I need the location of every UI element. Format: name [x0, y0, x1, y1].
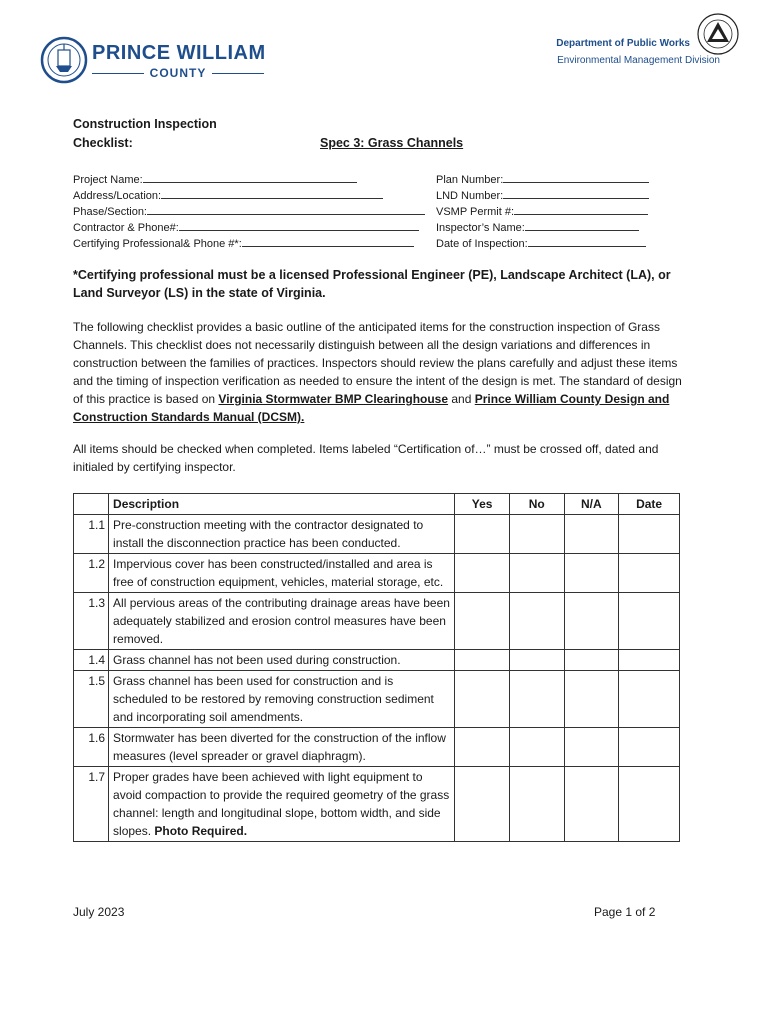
no-cell[interactable] — [509, 767, 564, 842]
contractor-phone-field[interactable]: Contractor & Phone#: — [73, 220, 419, 234]
no-cell[interactable] — [509, 554, 564, 593]
document-title-2: Checklist: — [73, 136, 133, 150]
row-description: Pre-construction meeting with the contractor designated to install the disconnection practice has been conducted. — [109, 515, 455, 554]
header-description: Description — [109, 494, 455, 515]
no-cell[interactable] — [509, 671, 564, 728]
na-cell[interactable] — [564, 593, 619, 650]
yes-cell[interactable] — [455, 593, 510, 650]
date-cell[interactable] — [619, 554, 680, 593]
certifying-professional-field[interactable]: Certifying Professional& Phone #*: — [73, 236, 414, 250]
yes-cell[interactable] — [455, 728, 510, 767]
na-cell[interactable] — [564, 728, 619, 767]
table-row — [74, 515, 680, 554]
yes-cell[interactable] — [455, 767, 510, 842]
address-field[interactable]: Address/Location: — [73, 188, 383, 202]
no-cell[interactable] — [509, 728, 564, 767]
date-cell[interactable] — [619, 728, 680, 767]
yes-cell[interactable] — [455, 671, 510, 728]
checklist-table — [73, 493, 680, 842]
table-row — [74, 650, 680, 671]
plan-number-field[interactable]: Plan Number: — [436, 172, 649, 186]
date-of-inspection-field[interactable]: Date of Inspection: — [436, 236, 646, 250]
header-num — [74, 494, 109, 515]
row-number: 1.5 — [74, 671, 109, 728]
date-cell[interactable] — [619, 515, 680, 554]
table-row — [74, 671, 680, 728]
date-cell[interactable] — [619, 593, 680, 650]
lnd-number-field[interactable]: LND Number: — [436, 188, 649, 202]
table-row — [74, 767, 680, 842]
row-description: Impervious cover has been constructed/installed and area is free of construction equipment, vehicles, material storage, etc. — [109, 554, 455, 593]
row-description: Grass channel has not been used during construction. — [109, 650, 455, 671]
na-cell[interactable] — [564, 671, 619, 728]
no-cell[interactable] — [509, 515, 564, 554]
certification-note: *Certifying professional must be a licensed Professional Engineer (PE), Landscape Architect (LA), or Land Surveyor (LS) in the state of Virginia. — [73, 268, 671, 300]
yes-cell[interactable] — [455, 650, 510, 671]
project-name-field[interactable]: Project Name: — [73, 172, 357, 186]
document-title: Construction Inspection — [73, 117, 217, 131]
yes-cell[interactable] — [455, 515, 510, 554]
table-header-row — [74, 494, 680, 515]
table-row — [74, 554, 680, 593]
phase-section-field[interactable]: Phase/Section: — [73, 204, 425, 218]
intro-paragraph: The following checklist provides a basic outline of the anticipated items for the construction inspection of Grass Channels. This checklist does not necessarily distinguish between all the design variations and differences in construction between the families of practices. Inspectors should review the plans carefully and adjust these items and the timing of inspection verification as needed to ensure the intent of the design is met. The standard of design of this practice is based on Virginia Stormwater BMP Clearinghouse and Prince William County Design and Construction Standards Manual (DCSM). — [73, 320, 682, 424]
na-cell[interactable] — [564, 650, 619, 671]
no-cell[interactable] — [509, 593, 564, 650]
na-cell[interactable] — [564, 515, 619, 554]
na-cell[interactable] — [564, 554, 619, 593]
department-name: Department of Public Works — [556, 38, 690, 49]
row-description: All pervious areas of the contributing drainage areas have been adequately stabilized and erosion control measures have been removed. — [109, 593, 455, 650]
row-description: Proper grades have been achieved with light equipment to avoid compaction to provide the required geometry of the grass channel: length and longitudinal slope, bottom width, and side slopes. Photo Required. — [109, 767, 455, 842]
table-row — [74, 593, 680, 650]
header-no: No — [509, 494, 564, 515]
page-number: Page 1 of 2 — [594, 905, 656, 919]
table-row — [74, 728, 680, 767]
logo-subtitle: COUNTY — [149, 66, 207, 80]
row-description: Stormwater has been diverted for the construction of the inflow measures (level spreader or gravel diaphragm). — [109, 728, 455, 767]
row-number: 1.7 — [74, 767, 109, 842]
yes-cell[interactable] — [455, 554, 510, 593]
instruction-paragraph: All items should be checked when completed. Items labeled “Certification of…” must be crossed off, dated and initialed by certifying inspector. — [73, 442, 659, 474]
row-number: 1.4 — [74, 650, 109, 671]
logo-rule-right — [212, 73, 264, 74]
bmp-clearinghouse-link[interactable]: Virginia Stormwater BMP Clearinghouse — [218, 392, 449, 406]
dcsm-link[interactable]: Prince William County Design and Construction Standards Manual (DCSM). — [73, 392, 670, 424]
row-number: 1.6 — [74, 728, 109, 767]
na-cell[interactable] — [564, 767, 619, 842]
inspector-name-field[interactable]: Inspector’s Name: — [436, 220, 639, 234]
division-name: Environmental Management Division — [557, 55, 720, 66]
row-number: 1.2 — [74, 554, 109, 593]
date-cell[interactable] — [619, 671, 680, 728]
row-number: 1.3 — [74, 593, 109, 650]
row-description: Grass channel has been used for construction and is scheduled to be restored by removing construction sediment and incorporating soil amendments. — [109, 671, 455, 728]
vsmp-permit-field[interactable]: VSMP Permit #: — [436, 204, 648, 218]
date-cell[interactable] — [619, 767, 680, 842]
no-cell[interactable] — [509, 650, 564, 671]
header-date: Date — [619, 494, 680, 515]
logo-wordmark: PRINCE WILLIAM — [92, 42, 266, 64]
spec-title: Spec 3: Grass Channels — [320, 136, 464, 150]
header-na: N/A — [564, 494, 619, 515]
footer-date: July 2023 — [73, 905, 125, 919]
date-cell[interactable] — [619, 650, 680, 671]
public-works-logo — [696, 12, 740, 56]
county-seal-logo — [40, 36, 88, 84]
row-number: 1.1 — [74, 515, 109, 554]
header-yes: Yes — [455, 494, 510, 515]
